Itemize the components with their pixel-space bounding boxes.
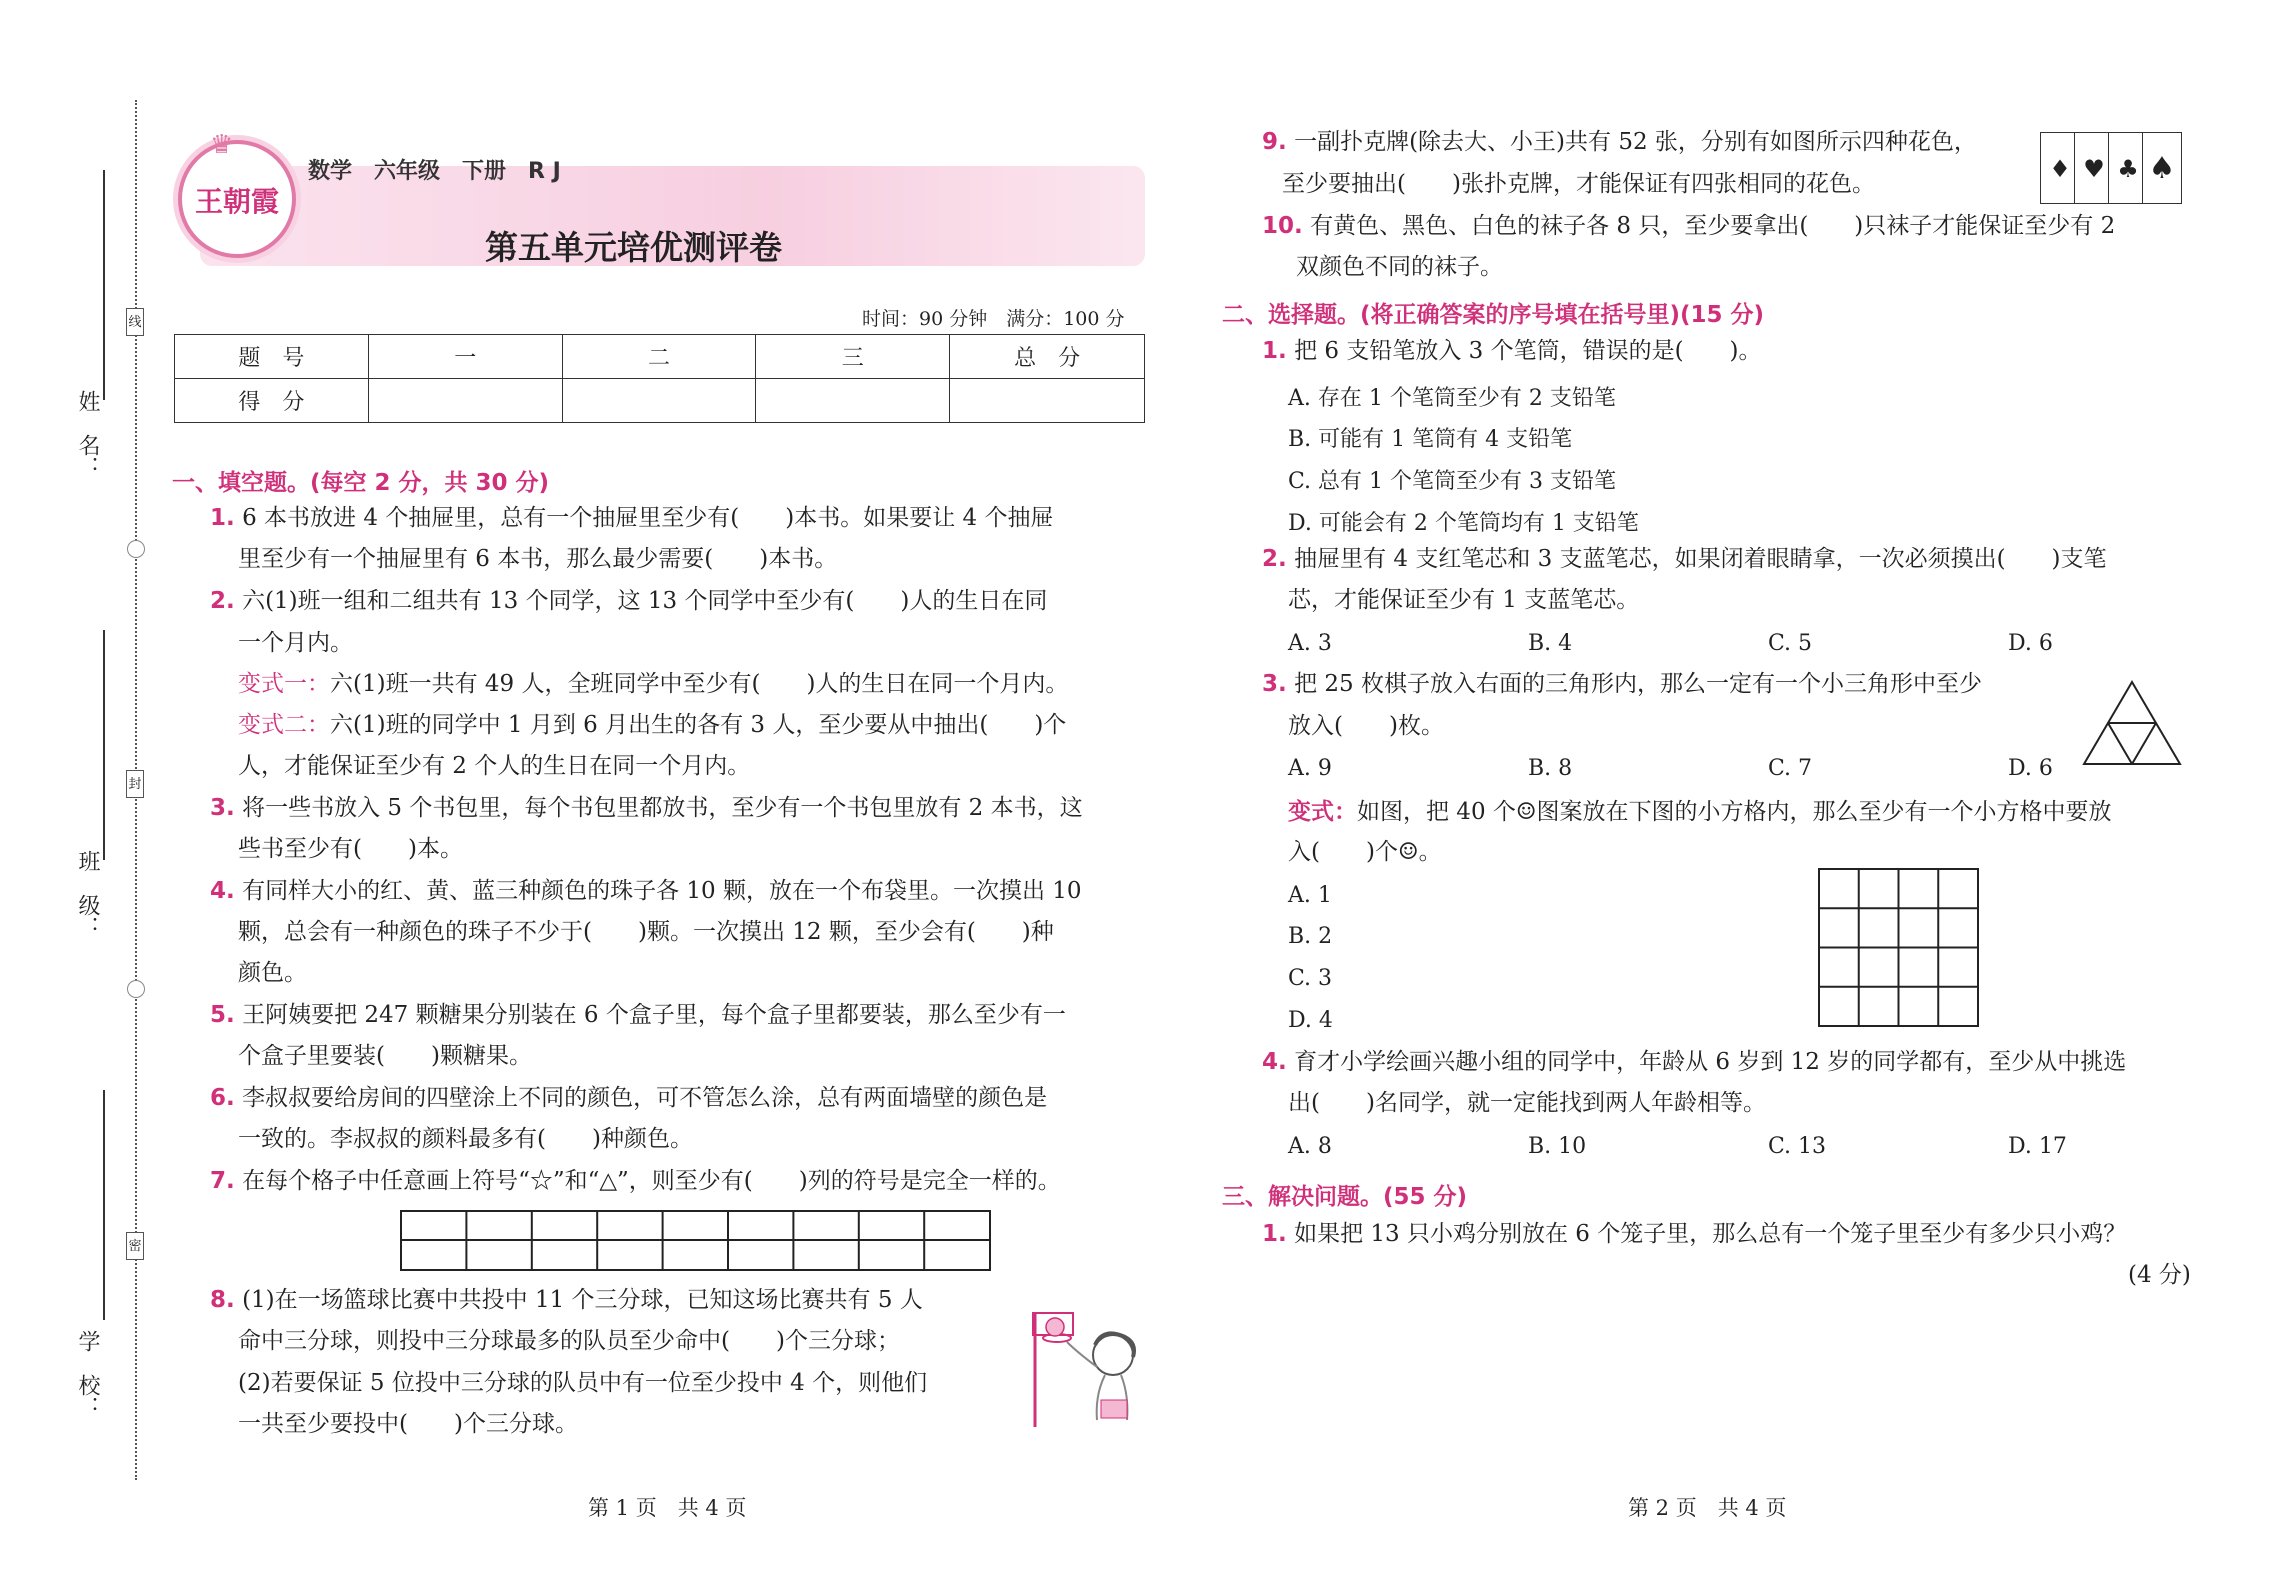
footer-page-left: 第 1 页 共 4 页 [588,1496,747,1520]
score-input-cell[interactable] [562,379,756,423]
s1-q1 [210,504,1053,533]
s1-q4-line3: 颜色。 [238,960,307,986]
q10 [1262,212,2115,241]
name-label: 姓 名： [75,390,100,478]
score-input-cell[interactable] [950,379,1145,423]
club-icon: ♣ [2117,155,2139,183]
variant-label: 变式一： [238,671,330,697]
s1-q4-line2: 颗，总会有一种颜色的珠子不少于( )颗。一次摸出 12 颗，至少会有( )种 [238,919,1054,945]
footer-page-right: 第 2 页 共 4 页 [1628,1496,1787,1520]
question-number: 3. [1262,671,1287,697]
s2-q4-option-c[interactable]: C. 13 [1768,1134,1827,1159]
s2-q4-option-b[interactable]: B. 10 [1528,1134,1587,1159]
s2-q3 [1262,670,1982,699]
logo-crown-icon: ♛ [210,130,234,160]
s2-q4-line2: 出( )名同学，就一定能找到两人年龄相等。 [1288,1090,1766,1116]
question-text: 在每个格子中任意画上符号“☆”和“△”，则至少有( )列的符号是完全一样的。 [242,1168,1061,1194]
question-text: 有同样大小的红、黄、蓝三种颜色的珠子各 10 颗，放在一个布袋里。一次摸出 10 [242,878,1082,904]
question-text: 李叔叔要给房间的四壁涂上不同的颜色，可不管怎么涂，总有两面墙壁的颜色是 [242,1085,1048,1111]
question-text: 抽屉里有 4 支红笔芯和 3 支蓝笔芯，如果闭着眼睛拿，一次必须摸出( )支笔 [1294,546,2107,572]
time-info: 时间：90 分钟 满分：100 分 [862,308,1125,330]
question-number: 9. [1262,129,1287,155]
variant-text: 六(1)班的同学中 1 月到 6 月出生的各有 3 人，至少要从中抽出( )个 [330,712,1067,738]
s1-q6 [210,1084,1047,1113]
s2-q2-option-d[interactable]: D. 6 [2008,631,2053,656]
square-grid-diagram [1818,868,1980,1028]
question-number: 1. [1262,338,1287,364]
question-text: 王阿姨要把 247 颗糖果分别装在 6 个盒子里，每个盒子里都要装，那么至少有一 [242,1002,1066,1028]
subject-line: 数学 六年级 下册 R J [308,159,561,184]
question-text: 6 本书放进 4 个抽屉里，总有一个抽屉里至少有( )本书。如果要让 4 个抽屉 [242,505,1054,531]
s1-q2-line2: 一个月内。 [238,630,353,656]
question-text: 有黄色、黑色、白色的袜子各 8 只，至少要拿出( )只袜子才能保证至少有 2 [1310,213,2116,239]
s1-q3 [210,794,1083,823]
class-label: 班 级： [75,850,100,938]
q10-line2: 双颜色不同的袜子。 [1296,254,1503,280]
s1-q8 [210,1286,923,1315]
s1-q8-line3: (2)若要保证 5 位投中三分球的队员中有一位至少投中 4 个，则他们 [238,1370,928,1396]
s2-q2-option-b[interactable]: B. 4 [1528,631,1573,656]
question-number: 10. [1262,213,1303,239]
question-text: 把 6 支铅笔放入 3 个笔筒，错误的是( )。 [1294,338,1762,364]
s2-q2-line2: 芯，才能保证至少有 1 支蓝笔芯。 [1288,587,1640,613]
s2-q4 [1262,1048,2126,1077]
q9 [1262,128,1977,157]
seal-secret-box: 密 [126,1232,144,1260]
s1-q5-line2: 个盒子里要装( )颗糖果。 [238,1043,532,1069]
question-number: 1. [210,505,235,531]
s1-q3-line2: 些书至少有( )本。 [238,836,463,862]
s1-q1-line2: 里至少有一个抽屉里有 6 本书，那么最少需要( )本书。 [238,546,838,572]
s1-q8-line2: 命中三分球，则投中三分球最多的队员至少命中( )个三分球； [238,1328,900,1354]
s3-q1 [1262,1220,2126,1249]
score-table [174,334,1145,423]
s3-q1-answer-area[interactable] [1262,1300,2182,1460]
heart-icon: ♥ [2083,155,2105,183]
spade-icon: ♠ [2148,151,2176,186]
s2-q3-option-a[interactable]: A. 9 [1288,756,1332,781]
spade-card [2142,132,2182,204]
s2-q3-option-d[interactable]: D. 6 [2008,756,2053,781]
s2-q4-option-a[interactable]: A. 8 [1288,1134,1332,1159]
question-text: 育才小学绘画兴趣小组的同学中，年龄从 6 岁到 12 岁的同学都有，至少从中挑选 [1294,1049,2127,1075]
variant-text: 如图，把 40 个☺图案放在下图的小方格内，那么至少有一个小方格中要放 [1357,799,2112,825]
s2-variant-option-b[interactable]: B. 2 [1288,924,1333,949]
s2-q3-option-b[interactable]: B. 8 [1528,756,1573,781]
page-title: 第五单元培优测评卷 [485,228,782,267]
question-text: 如果把 13 只小鸡分别放在 6 个笼子里，那么总有一个笼子里至少有多少只小鸡？ [1294,1221,2127,1247]
s2-q1-option-c[interactable]: C. 总有 1 个笔筒至少有 3 支铅笔 [1288,469,1617,494]
question-text: 把 25 枚棋子放入右面的三角形内，那么一定有一个小三角形中至少 [1294,671,1982,697]
question-text: 将一些书放入 5 个书包里，每个书包里都放书，至少有一个书包里放有 2 本书，这 [242,795,1083,821]
class-underline [103,630,105,860]
s2-variant-option-c[interactable]: C. 3 [1288,966,1333,991]
score-input-cell[interactable] [756,379,950,423]
s1-q4 [210,877,1082,906]
seal-seal-box: 封 [126,770,144,798]
s1-variant2-line2: 人，才能保证至少有 2 个人的生日在同一个月内。 [238,753,751,779]
q7-answer-grid[interactable] [400,1210,992,1272]
score-table-cell: 得 分 [175,379,369,423]
question-number: 4. [210,878,235,904]
s1-q6-line2: 一致的。李叔叔的颜料最多有( )种颜色。 [238,1126,693,1152]
binding-hole-1 [127,540,145,558]
question-number: 2. [210,588,235,614]
question-text: 一副扑克牌(除去大、小王)共有 52 张，分别有如图所示四种花色， [1294,129,1977,155]
seal-line-box: 线 [126,308,144,336]
binding-hole-2 [127,980,145,998]
score-table-cell: 题 号 [175,335,369,379]
s2-q2-option-a[interactable]: A. 3 [1288,631,1332,656]
variant-text: 六(1)班一共有 49 人，全班同学中至少有( )人的生日在同一个月内。 [330,671,1069,697]
s2-q1-option-b[interactable]: B. 可能有 1 笔筒有 4 支铅笔 [1288,427,1573,452]
s1-q8-line4: 一共至少要投中( )个三分球。 [238,1411,578,1437]
variant-label: 变式： [1288,798,1357,825]
score-table-score-row [175,379,1145,423]
s3-q1-score: (4 分) [2128,1262,2191,1288]
s2-q3-option-c[interactable]: C. 7 [1768,756,1813,781]
s2-q2-option-c[interactable]: C. 5 [1768,631,1813,656]
question-number: 6. [210,1085,235,1111]
s2-variant-line2: 入( )个☺。 [1288,839,1442,865]
diamond-icon: ♦ [2049,155,2071,183]
school-label: 学 校： [75,1330,100,1418]
question-number: 4. [1262,1049,1287,1075]
s2-variant-option-a[interactable]: A. 1 [1288,883,1332,908]
section1-title: 一、填空题。(每空 2 分，共 30 分) [172,470,550,496]
s1-q7 [210,1167,1061,1196]
s1-q2 [210,587,1047,616]
question-number: 5. [210,1002,235,1028]
score-table-header-row [175,335,1145,379]
triangle-diagram [2082,680,2182,766]
section2-title: 二、选择题。(将正确答案的序号填在括号里)(15 分) [1222,302,1765,328]
s2-q2 [1262,545,2107,574]
s2-variant-option-d[interactable]: D. 4 [1288,1008,1333,1033]
s2-q3-line2: 放入( )枚。 [1288,713,1444,739]
section3-title: 三、解决问题。(55 分) [1222,1184,1468,1210]
question-number: 2. [1262,546,1287,572]
question-number: 1. [1262,1221,1287,1247]
s2-q4-option-d[interactable]: D. 17 [2008,1134,2067,1159]
school-underline [103,1090,105,1320]
name-underline [103,170,105,400]
s1-q5 [210,1001,1066,1030]
question-number: 7. [210,1168,235,1194]
logo-badge [178,140,296,258]
question-number: 3. [210,795,235,821]
q9-line2: 至少要抽出( )张扑克牌，才能保证有四张相同的花色。 [1282,171,1875,197]
question-text: (1)在一场篮球比赛中共投中 11 个三分球，已知这场比赛共有 5 人 [242,1287,923,1313]
score-table-cell: 一 [368,335,562,379]
s2-q1 [1262,337,1762,366]
variant-label: 变式二： [238,712,330,738]
score-input-cell[interactable] [368,379,562,423]
question-number: 8. [210,1287,235,1313]
score-table-cell: 总 分 [950,335,1145,379]
s1-variant2 [238,711,1066,740]
score-table-cell: 二 [562,335,756,379]
logo-text: 王朝霞 [194,185,279,218]
playing-cards [2040,132,2182,204]
s2-variant [1288,797,2112,827]
s1-variant1 [238,670,1068,699]
score-table-cell: 三 [756,335,950,379]
s2-q1-option-a[interactable]: A. 存在 1 个笔筒至少有 2 支铅笔 [1288,386,1616,411]
basketball-player-illustration [1015,1305,1150,1430]
s2-q1-option-d[interactable]: D. 可能会有 2 个笔筒均有 1 支铅笔 [1288,511,1639,536]
question-text: 六(1)班一组和二组共有 13 个同学，这 13 个同学中至少有( )人的生日在同 [242,588,1048,614]
